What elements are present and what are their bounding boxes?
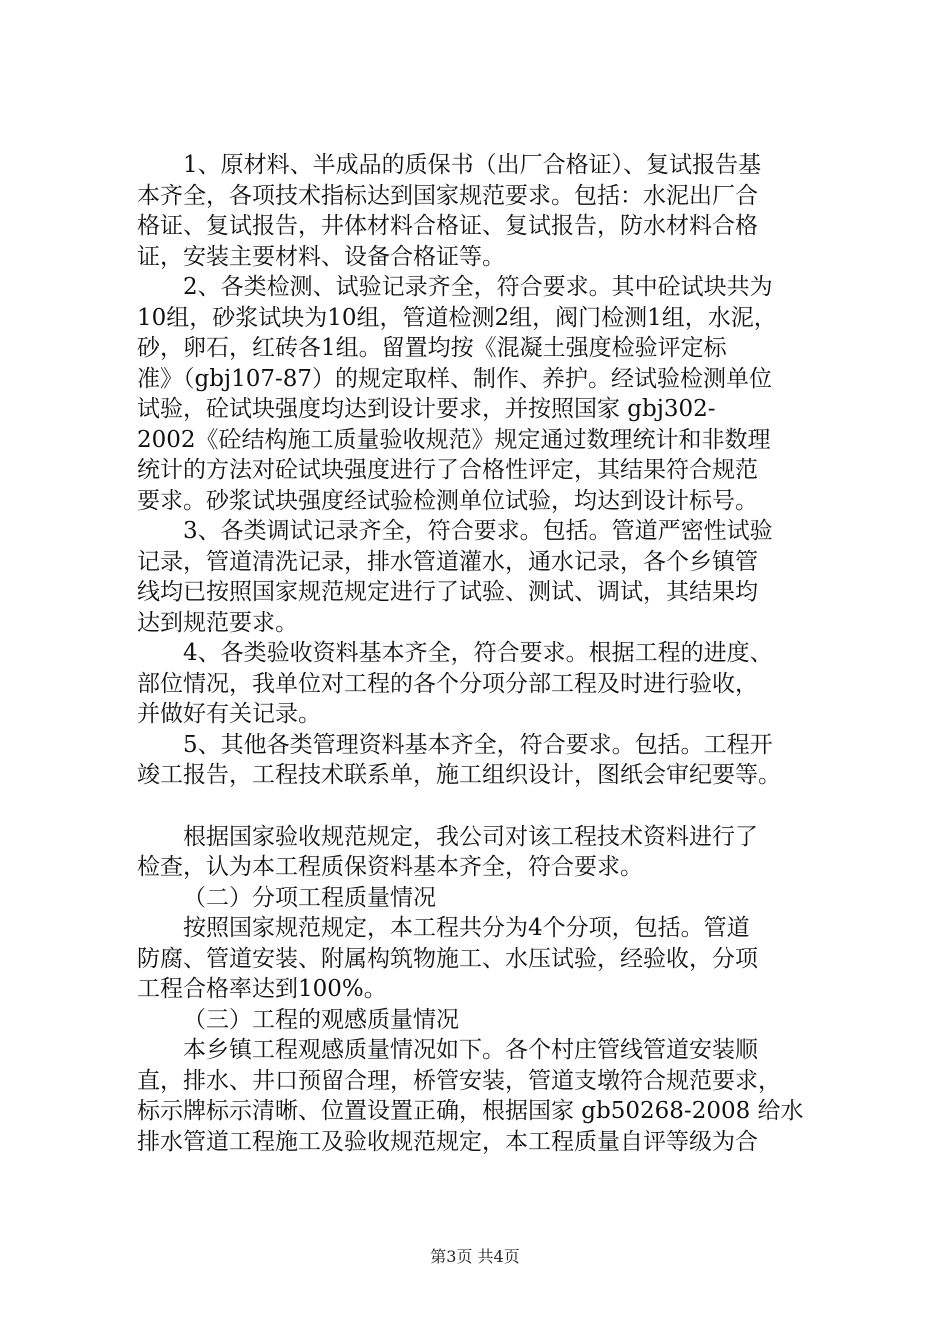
text-line: 并做好有关记录。 <box>137 701 321 727</box>
text-line: 直，排水、井口预留合理，桥管安装，管道支墩符合规范要求， <box>137 1067 781 1094</box>
text-line: 检查，认为本工程质保资料基本齐全，符合要求。 <box>137 854 643 880</box>
text-line: 砂，卵石，红砖各1组。留置均按《混凝土强度检验评定标 <box>137 335 727 361</box>
summary-paragraph <box>137 822 837 883</box>
item-1-paragraph <box>137 150 837 272</box>
text-line: 按照国家规范规定，本工程共分为4个分项，包括。管道 <box>183 915 750 941</box>
text-line: 防腐、管道安装、附属构筑物施工、水压试验，经验收，分项 <box>137 945 758 972</box>
text-line: 本齐全，各项技术指标达到国家规范要求。包括：水泥出厂合 <box>137 182 758 209</box>
appearance-quality-paragraph <box>137 1035 837 1157</box>
subitem-quality-paragraph <box>137 913 837 1005</box>
text-line: 线均已按照国家规范规定进行了试验、测试、调试，其结果均 <box>137 579 758 605</box>
page-number-footer: 第3页 共4页 <box>430 1247 520 1266</box>
text-line: 准》（gbj107-87）的规定取样、制作、养护。经试验检测单位 <box>137 365 773 392</box>
text-line: 根据国家验收规范规定，我公司对该工程技术资料进行了 <box>183 823 758 850</box>
text-line: 证，安装主要材料、设备合格证等。 <box>137 243 505 270</box>
text-line: 记录，管道清洗记录，排水管道灌水，通水记录，各个乡镇管 <box>137 548 758 575</box>
text-line: 2、各类检测、试验记录齐全，符合要求。其中砼试块共为 <box>183 274 773 300</box>
item-3-paragraph <box>137 516 837 638</box>
text-line: 4、各类验收资料基本齐全，符合要求。根据工程的进度、 <box>183 640 773 666</box>
text-line: 统计的方法对砼试块强度进行了合格性评定，其结果符合规范 <box>137 457 758 483</box>
text-line: 3、各类调试记录齐全，符合要求。包括。管道严密性试验 <box>183 518 773 544</box>
text-line: 本乡镇工程观感质量情况如下。各个村庄管线管道安装顺 <box>183 1037 758 1063</box>
text-line: 竣工报告，工程技术联系单，施工组织设计，图纸会审纪要等。 <box>137 762 781 788</box>
document-body <box>137 150 837 1157</box>
text-line: 10组，砂浆试块为10组，管道检测2组，阀门检测1组，水泥， <box>137 304 777 331</box>
text-line: （二）分项工程质量情况 <box>183 884 436 911</box>
text-line: 达到规范要求。 <box>137 609 298 636</box>
text-line: 试验，砼试块强度均达到设计要求，并按照国家 gbj302- <box>137 396 716 422</box>
item-4-paragraph <box>137 638 837 730</box>
section-heading-3 <box>137 1005 837 1036</box>
text-line: 标示牌标示清晰、位置设置正确，根据国家 gb50268-2008 给水 <box>137 1098 804 1124</box>
text-line: 格证、复试报告，井体材料合格证、复试报告，防水材料合格 <box>137 213 758 239</box>
text-line: 要求。砂浆试块强度经试验检测单位试验，均达到设计标号。 <box>137 487 758 514</box>
item-2-paragraph <box>137 272 837 516</box>
text-line: 排水管道工程施工及验收规范规定，本工程质量自评等级为合 <box>137 1128 758 1155</box>
text-line: 工程合格率达到100%。 <box>137 976 387 1002</box>
text-line: （三）工程的观感质量情况 <box>183 1006 459 1033</box>
text-line: 5、其他各类管理资料基本齐全，符合要求。包括。工程开 <box>183 731 773 758</box>
text-line: 2002《砼结构施工质量验收规范》规定通过数理统计和非数理 <box>137 426 771 453</box>
item-5-paragraph <box>137 730 837 791</box>
text-line: 部位情况，我单位对工程的各个分项分部工程及时进行验收， <box>137 670 758 697</box>
text-line: 1、原材料、半成品的质保书（出厂合格证）、复试报告基 <box>183 152 762 178</box>
section-heading-2 <box>137 883 837 914</box>
paragraph-gap <box>137 791 837 822</box>
